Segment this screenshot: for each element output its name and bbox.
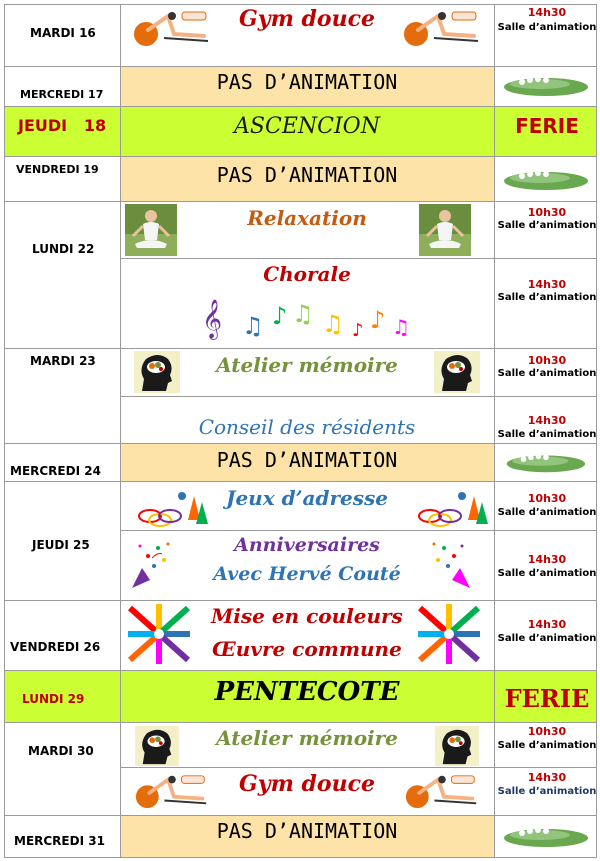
activity-herve-coute: Avec Hervé Couté <box>213 563 401 585</box>
day-mercredi-24: MERCREDI 24 <box>10 464 101 478</box>
activity-jeux-adresse: Jeux d’adresse <box>225 486 388 510</box>
ferie-label: FERIE <box>504 684 590 713</box>
room-label: Salle d’animation <box>497 786 597 797</box>
gym-ball-icon <box>404 772 480 810</box>
activity-gym-douce: Gym douce <box>239 6 375 32</box>
time-label: 14h30 <box>527 414 567 427</box>
room-label: Salle d’animation <box>497 292 597 303</box>
activity-oeuvre-commune: Œuvre commune <box>212 637 402 661</box>
activity-mise-en-couleurs: Mise en couleurs <box>211 604 403 628</box>
day-mercredi-31: MERCREDI 31 <box>14 834 105 848</box>
gym-ball-icon <box>404 8 480 48</box>
svg-text:♫: ♫ <box>292 300 314 328</box>
activity-conseil-residents: Conseil des résidents <box>198 415 416 439</box>
time-label: 14h30 <box>527 618 567 631</box>
day-lundi-29: LUNDI 29 <box>22 692 85 706</box>
svg-text:♪: ♪ <box>272 302 288 330</box>
brain-head-icon <box>134 351 180 393</box>
svg-text:♪: ♪ <box>370 306 386 334</box>
activity-pentecote: PENTECOTE <box>214 677 400 707</box>
activity-relaxation: Relaxation <box>247 206 367 230</box>
activity-chorale: Chorale <box>263 262 351 286</box>
day-vendredi-26: VENDREDI 26 <box>10 640 101 654</box>
time-label: 10h30 <box>527 492 567 505</box>
lily-of-the-valley-icon <box>500 821 590 851</box>
day-lundi-22: LUNDI 22 <box>32 242 95 256</box>
party-popper-icon <box>128 538 172 590</box>
activity-atelier-memoire: Atelier mémoire <box>216 353 398 377</box>
time-label: 14h30 <box>527 553 567 566</box>
lily-of-the-valley-icon <box>500 164 590 194</box>
room-label: Salle d’animation <box>497 568 597 579</box>
ring-toss-icon <box>416 486 492 528</box>
room-label: Salle d’animation <box>497 22 597 33</box>
party-popper-icon <box>430 538 474 590</box>
svg-text:♪: ♪ <box>352 320 364 341</box>
lily-of-the-valley-icon <box>500 70 590 100</box>
day-mardi-30: MARDI 30 <box>28 744 94 758</box>
room-label: Salle d’animation <box>497 633 597 644</box>
room-label: Salle d’animation <box>497 429 597 440</box>
time-label: 10h30 <box>527 206 567 219</box>
activity-anniversaires: Anniversaires <box>234 534 380 556</box>
brain-head-icon <box>134 726 180 766</box>
activity-pas-animation: PAS D’ANIMATION <box>216 70 398 94</box>
colored-pencils-icon <box>418 604 480 664</box>
activity-gym-douce: Gym douce <box>239 771 375 797</box>
activity-ascension: ASCENCION <box>234 114 380 139</box>
room-label: Salle d’animation <box>497 507 597 518</box>
time-label: 14h30 <box>527 771 567 784</box>
svg-text:♫: ♫ <box>392 315 410 339</box>
time-label: 14h30 <box>527 278 567 291</box>
day-jeudi-25: JEUDI 25 <box>32 538 90 552</box>
lily-of-the-valley-icon <box>500 448 590 476</box>
ferie-label: FERIE <box>515 114 579 138</box>
activity-pas-animation: PAS D’ANIMATION <box>216 819 398 843</box>
meditation-icon <box>419 204 471 256</box>
meditation-icon <box>125 204 177 256</box>
svg-text:𝄞: 𝄞 <box>202 299 223 339</box>
day-jeudi-18: JEUDI 18 <box>18 116 107 135</box>
ring-toss-icon <box>136 486 212 528</box>
svg-text:♫: ♫ <box>322 310 344 338</box>
brain-head-icon <box>434 726 480 766</box>
day-mercredi-17: MERCREDI 17 <box>20 88 104 101</box>
room-label: Salle d’animation <box>497 740 597 751</box>
music-notes-icon <box>172 292 430 344</box>
time-label: 14h30 <box>527 6 567 19</box>
activity-atelier-memoire: Atelier mémoire <box>216 726 398 750</box>
day-mardi-23: MARDI 23 <box>30 354 96 368</box>
gym-ball-icon <box>134 8 210 48</box>
brain-head-icon <box>434 351 480 393</box>
time-label: 10h30 <box>527 725 567 738</box>
activity-pas-animation: PAS D’ANIMATION <box>216 163 398 187</box>
colored-pencils-icon <box>128 604 190 664</box>
time-label: 10h30 <box>527 354 567 367</box>
room-label: Salle d’animation <box>497 220 597 231</box>
day-mardi-16: MARDI 16 <box>30 26 96 40</box>
activity-pas-animation: PAS D’ANIMATION <box>216 448 398 472</box>
gym-ball-icon <box>134 772 210 810</box>
room-label: Salle d’animation <box>497 368 597 379</box>
svg-text:♫: ♫ <box>242 312 264 340</box>
day-vendredi-19: VENDREDI 19 <box>16 163 99 176</box>
